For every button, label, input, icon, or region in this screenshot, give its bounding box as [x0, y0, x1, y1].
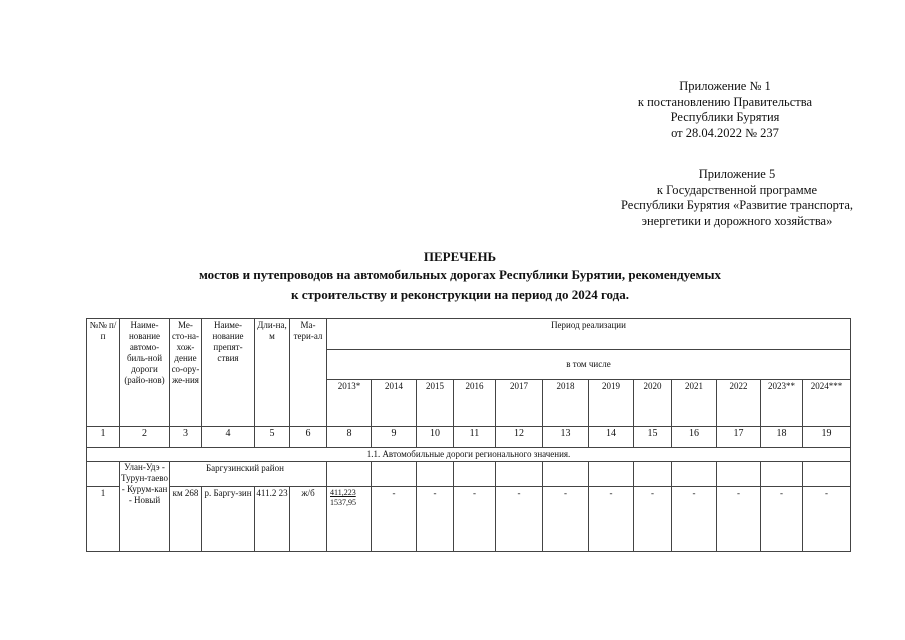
header-year: 2019	[589, 380, 634, 427]
appendix-5-line3: Республики Бурятия «Развитие транспорта,	[620, 198, 854, 212]
header-year: 2017	[496, 380, 543, 427]
column-number: 16	[672, 427, 717, 448]
section-title: 1.1. Автомобильные дороги регионального значения.	[87, 448, 851, 462]
bridges-table	[86, 318, 851, 552]
header-year: 2021	[672, 380, 717, 427]
appendix-1-line2: к постановлению Правительства	[637, 94, 813, 109]
value-top: 411,223	[330, 488, 356, 497]
header-num: №№ п/п	[87, 319, 120, 427]
header-length: Дли-на, м	[255, 319, 290, 427]
year-cell: -	[634, 487, 672, 552]
appendix-1-line4: от 28.04.2022 № 237	[671, 125, 779, 140]
empty-cell	[672, 462, 717, 487]
header-year: 2024***	[803, 380, 851, 427]
column-number: 5	[255, 427, 290, 448]
empty-cell	[327, 462, 372, 487]
year-cell: -	[761, 487, 803, 552]
empty-cell	[454, 462, 496, 487]
column-number: 1	[87, 427, 120, 448]
header-year: 2023**	[761, 380, 803, 427]
empty-cell	[372, 462, 417, 487]
appendix-5-header	[592, 167, 882, 229]
column-number: 3	[170, 427, 202, 448]
header-year: 2022	[717, 380, 761, 427]
district-row	[87, 462, 851, 487]
year-cell: -	[454, 487, 496, 552]
empty-cell	[761, 462, 803, 487]
column-number: 13	[543, 427, 589, 448]
column-number: 11	[454, 427, 496, 448]
year-cell: -	[803, 487, 851, 552]
header-year: 2018	[543, 380, 589, 427]
value-bottom: 1537,95	[330, 498, 356, 507]
section-row	[87, 448, 851, 462]
empty-cell	[417, 462, 454, 487]
year-cell: -	[417, 487, 454, 552]
header-location: Ме-сто-на-хож-дение со-ору-же-ния	[170, 319, 202, 427]
row-location: км 268	[170, 487, 202, 552]
empty-cell	[589, 462, 634, 487]
header-year: 2016	[454, 380, 496, 427]
header-obstacle: Наиме-нование препят-ствия	[202, 319, 255, 427]
appendix-1-header	[620, 79, 830, 141]
year-cell: -	[543, 487, 589, 552]
row-length: 411.2 23	[255, 487, 290, 552]
header-road: Наиме-нование автомо-биль-ной дороги (райо-нов)	[120, 319, 170, 427]
empty-cell	[634, 462, 672, 487]
header-row-1	[87, 319, 851, 350]
road-name: Улан-Удэ - Турун-таево - Курум-кан - Новый	[120, 462, 170, 552]
row-material: ж/б	[290, 487, 327, 552]
header-year: 2020	[634, 380, 672, 427]
column-number: 4	[202, 427, 255, 448]
column-number: 9	[372, 427, 417, 448]
appendix-1-line1: Приложение № 1	[679, 79, 771, 93]
header-year: 2014	[372, 380, 417, 427]
year-cell: -	[496, 487, 543, 552]
empty-cell	[87, 462, 120, 487]
year-cell: -	[717, 487, 761, 552]
empty-cell	[803, 462, 851, 487]
header-year: 2013*	[327, 380, 372, 427]
column-number-row	[87, 427, 851, 448]
document-title: ПЕРЕЧЕНЬ	[423, 249, 497, 264]
column-number: 15	[634, 427, 672, 448]
row-number: 1	[87, 487, 120, 552]
document-subtitle-line1: мостов и путепроводов на автомобильных дорогах Республики Бурятии, рекомендуемых	[198, 267, 722, 282]
column-number: 19	[803, 427, 851, 448]
appendix-1-line3: Республики Бурятия	[670, 110, 780, 124]
column-number: 12	[496, 427, 543, 448]
appendix-5-line2: к Государственной программе	[656, 182, 818, 197]
row-value-2013	[327, 487, 372, 552]
column-number: 10	[417, 427, 454, 448]
header-including: в том числе	[327, 350, 851, 380]
row-obstacle: р. Баргу-зин	[202, 487, 255, 552]
empty-cell	[717, 462, 761, 487]
column-number: 18	[761, 427, 803, 448]
empty-cell	[496, 462, 543, 487]
column-number: 8	[327, 427, 372, 448]
empty-cell	[543, 462, 589, 487]
year-cell: -	[372, 487, 417, 552]
district-name: Баргузинский район	[170, 462, 327, 487]
year-cell: -	[672, 487, 717, 552]
header-year: 2015	[417, 380, 454, 427]
year-cell: -	[589, 487, 634, 552]
header-period: Период реализации	[327, 319, 851, 350]
header-material: Ма-тери-ал	[290, 319, 327, 427]
column-number: 17	[717, 427, 761, 448]
column-number: 14	[589, 427, 634, 448]
column-number: 2	[120, 427, 170, 448]
table-row	[87, 487, 851, 552]
appendix-5-line4: энергетики и дорожного хозяйства»	[641, 213, 833, 228]
appendix-5-line1: Приложение 5	[698, 167, 776, 181]
document-subtitle-line2: к строительству и реконструкции на период до 2024 года.	[291, 287, 629, 302]
column-number: 6	[290, 427, 327, 448]
